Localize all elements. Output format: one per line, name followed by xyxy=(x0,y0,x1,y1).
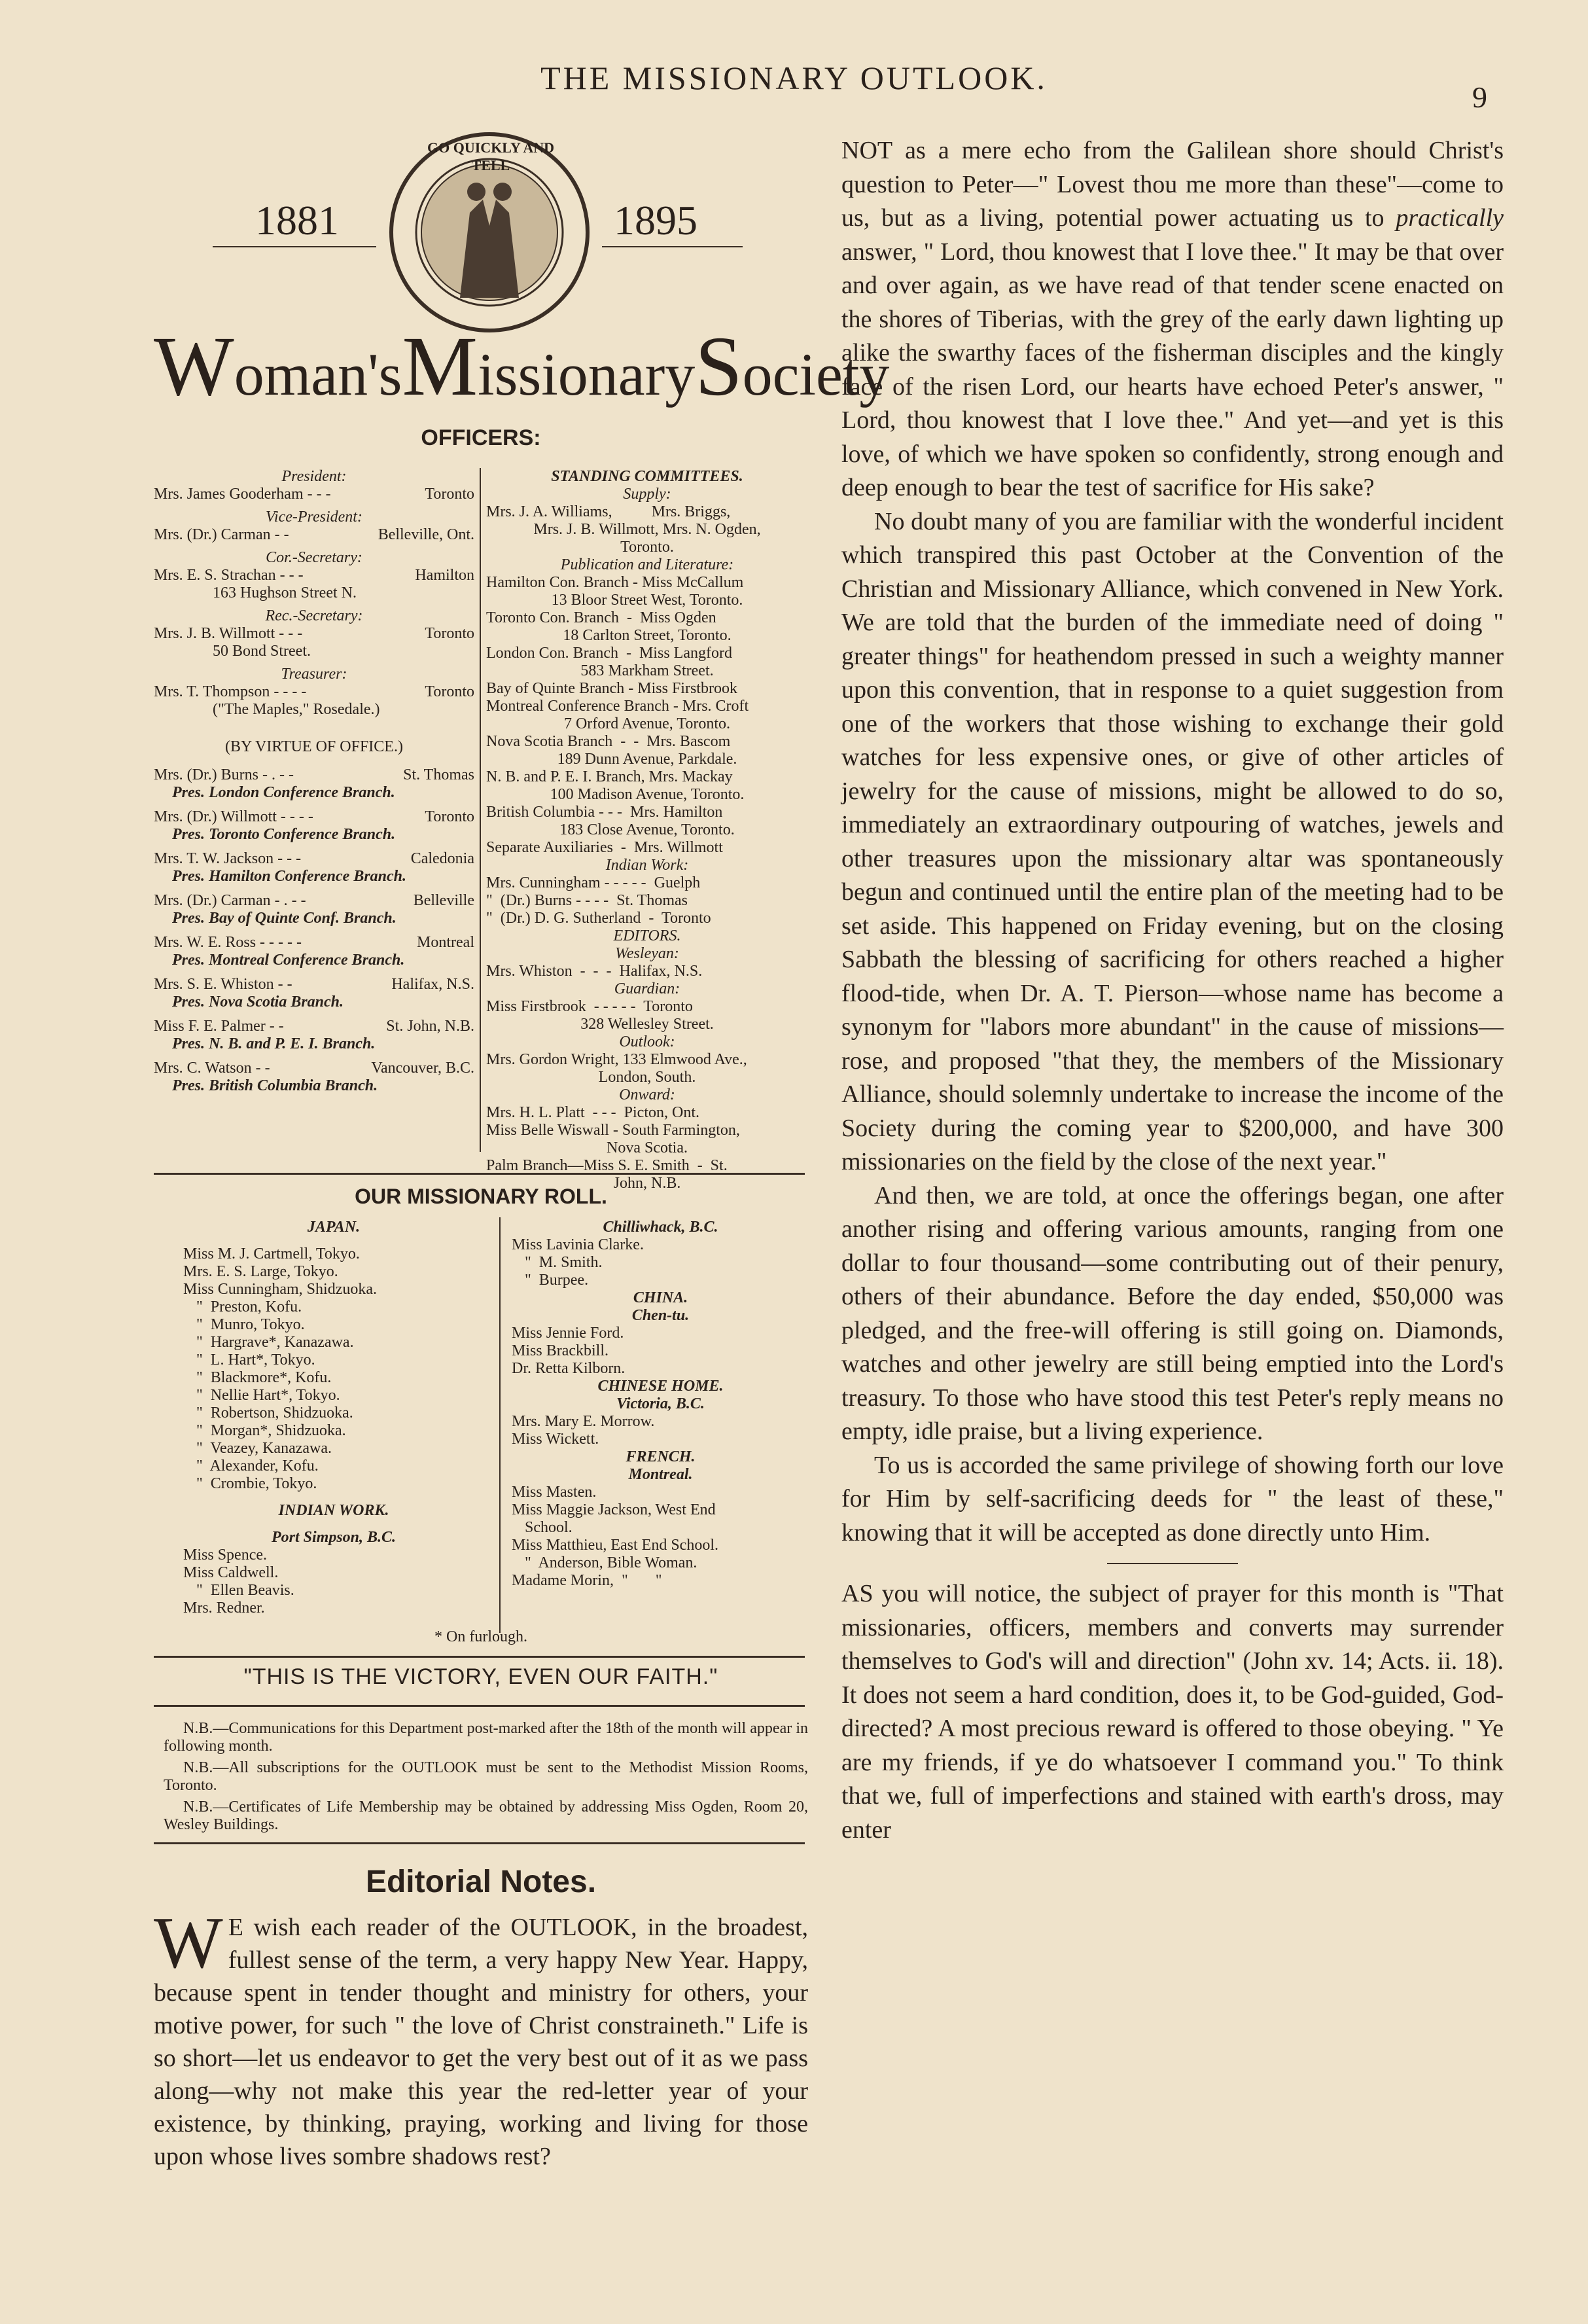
committee-line: Toronto Con. Branch - Miss Ogden xyxy=(486,609,716,626)
committee-line: Outlook: xyxy=(619,1033,675,1050)
roll-line: Chilliwhack, B.C. xyxy=(603,1219,718,1236)
officer-name: Mrs. E. S. Strachan - - - xyxy=(154,567,304,584)
committee-line: 328 Wellesley Street. xyxy=(580,1016,714,1033)
note-line: N.B.—All subscriptions for the OUTLOOK must be sent to the Methodist Mission Rooms, Toronto. xyxy=(164,1759,808,1794)
officers-heading: OFFICERS: xyxy=(421,425,541,450)
committee-line: Indian Work: xyxy=(605,857,689,874)
committee-line: British Columbia - - - Mrs. Hamilton xyxy=(486,804,723,821)
committee-line: Miss Belle Wiswall - South Farmington, xyxy=(486,1122,740,1139)
branch-name: Pres. Bay of Quinte Conf. Branch. xyxy=(172,910,397,927)
roll-line: " Blackmore*, Kofu. xyxy=(196,1369,332,1386)
paragraph-rule xyxy=(1107,1563,1238,1564)
branch-row xyxy=(154,808,474,826)
committee-line: Guardian: xyxy=(614,980,680,997)
branch-row xyxy=(154,766,474,784)
committee-line: 583 Markham Street. xyxy=(580,662,714,679)
branch-name: Pres. N. B. and P. E. I. Branch. xyxy=(172,1035,376,1052)
committee-line: 189 Dunn Avenue, Parkdale. xyxy=(557,751,737,768)
committee-line: 183 Close Avenue, Toronto. xyxy=(559,821,735,838)
running-header: THE MISSIONARY OUTLOOK. xyxy=(540,60,1048,96)
officer-place: Hamilton xyxy=(415,567,474,584)
branch-place: Belleville xyxy=(413,892,474,909)
roll-line: CHINESE HOME. xyxy=(597,1378,724,1395)
committee-line: " (Dr.) D. G. Sutherland - Toronto xyxy=(486,910,711,927)
roll-line: " Alexander, Kofu. xyxy=(196,1457,319,1475)
officer-name: Mrs. (Dr.) Carman - - xyxy=(154,526,289,543)
roll-line: " Anderson, Bible Woman. xyxy=(525,1554,697,1571)
editorial-rule xyxy=(154,1842,805,1844)
branch-row xyxy=(154,1018,474,1035)
society-title: Woman'sMissionarySociety xyxy=(154,319,890,414)
committee-line: EDITORS. xyxy=(613,927,681,944)
committee-line: Mrs. H. L. Platt - - - Picton, Ont. xyxy=(486,1104,699,1121)
roll-line: Miss Caldwell. xyxy=(183,1564,279,1581)
committee-line: London Con. Branch - Miss Langford xyxy=(486,645,732,662)
committee-line: Hamilton Con. Branch - Miss McCallum xyxy=(486,574,744,591)
officer-row xyxy=(154,526,474,544)
roll-line xyxy=(183,1493,484,1502)
roll-line: " Robertson, Shidzuoka. xyxy=(196,1404,353,1421)
roll-line: Miss Masten. xyxy=(512,1484,597,1501)
branch-president: Mrs. T. W. Jackson - - - xyxy=(154,850,302,867)
committee-line: Montreal Conference Branch - Mrs. Croft xyxy=(486,698,749,715)
by-virtue-note: (BY VIRTUE OF OFFICE.) xyxy=(225,738,403,755)
branch-row xyxy=(154,934,474,952)
branch-place: Halifax, N.S. xyxy=(391,976,474,993)
roll-line: Chen-tu. xyxy=(631,1307,690,1324)
branch-place: Caledonia xyxy=(410,850,474,867)
branch-row xyxy=(154,976,474,993)
officer-role: Treasurer: xyxy=(281,666,347,683)
roll-right-column xyxy=(512,1219,809,1590)
para-4: To us is accorded the same privilege of showing forth our love for Him by self-sacrificing deeds for " the least of these," knowing that it will be accepted as done directly unto Him. xyxy=(841,1451,1504,1546)
officer-role: President: xyxy=(281,468,347,485)
branch-president: Miss F. E. Palmer - - xyxy=(154,1018,284,1035)
branch-row xyxy=(154,1060,474,1077)
branch-row xyxy=(154,892,474,910)
officer-name: Mrs. T. Thompson - - - - xyxy=(154,683,307,700)
officer-name: Mrs. J. B. Willmott - - - xyxy=(154,625,303,642)
roll-line: INDIAN WORK. xyxy=(278,1502,389,1519)
committee-line: 100 Madison Avenue, Toronto. xyxy=(550,786,745,803)
branch-president: Mrs. C. Watson - - xyxy=(154,1060,270,1077)
para-5: AS you will notice, the subject of prayer for this month is "That missionaries, officers, members and converts may surrender themselves to God's will and direction" (John xv. 14; Acts. ii. 18). It does not seem a hard condition, does it, to be God-guided, God-directed? A most precious reward is offered to those obeying. " Ye are my friends, if ye do whatsoever I command you." To think that we, full of imperfections and stained with earth's dross, may enter xyxy=(841,1580,1504,1844)
officer-address: 50 Bond Street. xyxy=(213,643,311,660)
committee-line: Bay of Quinte Branch - Miss Firstbrook xyxy=(486,680,737,697)
right-column xyxy=(841,134,1504,1847)
furlough-footnote: * On furlough. xyxy=(434,1628,527,1645)
officer-place: Toronto xyxy=(425,625,474,642)
roll-line: " Nellie Hart*, Tokyo. xyxy=(196,1387,340,1404)
branch-president: Mrs. W. E. Ross - - - - - xyxy=(154,934,302,951)
roll-line: Miss Lavinia Clarke. xyxy=(512,1236,644,1253)
committee-line: Separate Auxiliaries - Mrs. Willmott xyxy=(486,839,723,856)
para-3: And then, we are told, at once the offerings began, one after another rising and offering various amounts, ranging from one dollar to four thousand—some contributing out of their penury, others of their abundance. Before the day ended, $50,000 was pledged, and the free-will offering is still going on. Diamonds, watches and other jewelry are still being emptied into the Lord's treasury. To those who have stood this test Peter's reply means no empty, idle praise, but a living experience. xyxy=(841,1181,1504,1445)
branch-president: Mrs. (Dr.) Willmott - - - - xyxy=(154,808,313,825)
committee-line: 7 Orford Avenue, Toronto. xyxy=(563,715,731,732)
roll-line: Mrs. Mary E. Morrow. xyxy=(512,1413,655,1430)
officer-row xyxy=(154,567,474,584)
para-2: No doubt many of you are familiar with the wonderful incident which transpired this past October at the Convention of the Christian and Missionary Alliance, which convened in New York. We are told that the burden of the immediate need of doing " greater things" for heathendom pressed in such a weighty manner upon this convention, that in response to a quiet suggestion from one of the workers that those wishing to exchange their gold watches for less expensive ones, or give of other articles of jewelry for the cause of missions, might be allowed to do so, immediately an extraordinary outpouring of watches, jewels and other treasures upon the missionary altar was spontaneously begun and continued until the entire plan of the meeting had to be set aside. This happened on Friday evening, but on the closing Sabbath the blessing of sacrificing for others reached a higher flood-tide, when Dr. A. T. Pierson—whose name has become a synonym for "labors more abundant" in the cause of missions—rose, and proposed "that they, the members of the Missionary Alliance, should solemnly undertake to increase the income of the Society during the coming year to $200,000, and have 300 missionaries on the field by the close of the next year." xyxy=(841,507,1504,1175)
committee-line: Onward: xyxy=(619,1086,675,1103)
note-line: N.B.—Communications for this Department post-marked after the 18th of the month will appear in following month. xyxy=(164,1720,808,1755)
standing-committees xyxy=(486,468,808,1192)
section-rule xyxy=(154,1173,805,1175)
committee-line: 18 Carlton Street, Toronto. xyxy=(563,627,732,644)
officer-place: Toronto xyxy=(425,683,474,700)
roll-line: " Burpee. xyxy=(525,1272,589,1289)
officers-divider xyxy=(480,468,481,1152)
roll-heading: OUR MISSIONARY ROLL. xyxy=(355,1185,607,1208)
committee-line: Mrs. J. B. Willmott, Mrs. N. Ogden, xyxy=(533,521,761,538)
roll-line: JAPAN. xyxy=(307,1219,361,1236)
committee-line: N. B. and P. E. I. Branch, Mrs. Mackay xyxy=(486,768,733,785)
committee-line: London, South. xyxy=(598,1069,696,1086)
committee-line: Nova Scotia. xyxy=(607,1139,688,1156)
officer-name: Mrs. James Gooderham - - - xyxy=(154,486,331,503)
roll-line: Mrs. Redner. xyxy=(183,1600,265,1617)
notes-block xyxy=(164,1720,808,1838)
roll-line: " M. Smith. xyxy=(525,1254,603,1271)
branch-place: St. John, N.B. xyxy=(386,1018,474,1035)
branch-name: Pres. Hamilton Conference Branch. xyxy=(172,868,407,885)
officer-role: Rec.-Secretary: xyxy=(265,607,363,624)
branch-place: Montreal xyxy=(417,934,474,951)
roll-line xyxy=(183,1236,484,1245)
year-rule-left xyxy=(213,246,376,247)
committee-line: Mrs. Cunningham - - - - - Guelph xyxy=(486,874,701,891)
roll-line: Miss Spence. xyxy=(183,1546,267,1564)
roll-line: " Preston, Kofu. xyxy=(196,1298,302,1315)
officer-place: Belleville, Ont. xyxy=(378,526,474,543)
roll-line: Victoria, B.C. xyxy=(616,1395,705,1412)
officer-role: Cor.-Secretary: xyxy=(266,549,362,566)
editorial-text: W E wish each reader of the OUTLOOK, in the broadest, fullest sense of the term, a very happy New Year. Happy, because spent in tender thought and ministry for others, your motive power, for such " the love of Christ constraineth." Life is so short—let us endeavor to get the very best out of it as we pass along—why not make this year the red-letter year of your existence, by thinking, praying, working and living for those upon whose lives sombre shadows rest? xyxy=(154,1903,808,2170)
committee-line: Supply: xyxy=(623,486,671,503)
branch-place: Toronto xyxy=(425,808,474,825)
branch-name: Pres. London Conference Branch. xyxy=(172,784,395,801)
roll-line: Port Simpson, B.C. xyxy=(271,1529,397,1546)
branch-place: Vancouver, B.C. xyxy=(371,1060,474,1077)
roll-line: FRENCH. xyxy=(626,1448,696,1465)
committee-line: Mrs. Gordon Wright, 133 Elmwood Ave., xyxy=(486,1051,747,1068)
committee-line: 13 Bloor Street West, Toronto. xyxy=(551,592,743,609)
note-line: N.B.—Certificates of Life Membership may be obtained by addressing Miss Ogden, Room 20, Wesley Buildings. xyxy=(164,1798,808,1833)
roll-line: Miss Maggie Jackson, West End xyxy=(512,1501,716,1518)
committee-line: Publication and Literature: xyxy=(560,556,734,573)
officer-place: Toronto xyxy=(425,486,474,503)
dropcap: W xyxy=(154,1903,223,1984)
branch-name: Pres. British Columbia Branch. xyxy=(172,1077,378,1094)
roll-line: " Crombie, Tokyo. xyxy=(196,1475,317,1492)
roll-line: " Hargrave*, Kanazawa. xyxy=(196,1334,354,1351)
editorial-heading: Editorial Notes. xyxy=(365,1865,597,1899)
roll-line: CHINA. xyxy=(633,1289,688,1306)
para-1: NOT as a mere echo from the Galilean shore should Christ's question to Peter—" Lovest thou me more than these"—come to us, but as a living, potential power actuating us to practically answer, " Lord, thou knowest that I love thee." It may be that over and over again, as we have read of that tender scene enacted on the shores of Tiberias, with the grey of the early dawn lighting up alike the swarthy faces of the fisherman disciples and the kingly face of the risen Lord, our hearts have echoed Peter's answer, " Lord, thou knowest that I love thee." And yet—and yet is this love, of which we have spoken so confidently, strong enough and deep enough to bear the test of sacrifice for His sake? xyxy=(841,137,1504,501)
roll-line: Mrs. E. S. Large, Tokyo. xyxy=(183,1263,338,1280)
page-number: 9 xyxy=(1472,80,1487,114)
committee-line: Toronto. xyxy=(620,539,674,556)
roll-line: School. xyxy=(525,1519,573,1536)
roll-line: " Munro, Tokyo. xyxy=(196,1316,305,1333)
roll-line: Miss Wickett. xyxy=(512,1431,599,1448)
year-rule-right xyxy=(602,246,743,247)
roll-line: " Morgan*, Shidzuoka. xyxy=(196,1422,346,1439)
committee-line: John, N.B. xyxy=(613,1175,681,1192)
roll-line: Miss Matthieu, East End School. xyxy=(512,1537,718,1554)
victory-rule-bottom xyxy=(154,1705,805,1707)
committee-line: Mrs. J. A. Williams, Mrs. Briggs, xyxy=(486,503,731,520)
roll-line: Miss Cunningham, Shidzuoka. xyxy=(183,1281,378,1298)
roll-line: Miss Jennie Ford. xyxy=(512,1325,624,1342)
branch-name: Pres. Nova Scotia Branch. xyxy=(172,993,344,1010)
committee-line: Mrs. Whiston - - - Halifax, N.S. xyxy=(486,963,703,980)
roll-line: Madame Morin, " " xyxy=(512,1572,662,1589)
roll-line: Miss M. J. Cartmell, Tokyo. xyxy=(183,1245,360,1262)
branch-president: Mrs. (Dr.) Carman - . - - xyxy=(154,892,306,909)
year-right: 1895 xyxy=(614,197,697,243)
committee-line: " (Dr.) Burns - - - - St. Thomas xyxy=(486,892,688,909)
roll-line xyxy=(183,1520,484,1529)
roll-line: " Ellen Beavis. xyxy=(196,1582,294,1599)
branch-place: St. Thomas xyxy=(403,766,474,783)
victory-rule-top xyxy=(154,1656,805,1658)
roll-line: Miss Brackbill. xyxy=(512,1342,609,1359)
roll-line: " Veazey, Kanazawa. xyxy=(196,1440,332,1457)
roll-divider xyxy=(499,1217,501,1633)
seal-motto: GO QUICKLY AND TELL xyxy=(427,139,554,173)
officer-role: Vice-President: xyxy=(266,509,362,526)
victory-motto: "THIS IS THE VICTORY, EVEN OUR FAITH." xyxy=(243,1664,718,1689)
officer-row xyxy=(154,683,474,701)
branch-row xyxy=(154,850,474,868)
officers-left-column xyxy=(154,468,474,1095)
branch-name: Pres. Montreal Conference Branch. xyxy=(172,952,405,969)
committee-line: Wesleyan: xyxy=(615,945,679,962)
roll-left-column xyxy=(183,1219,484,1617)
standing-heading: STANDING COMMITTEES. xyxy=(551,468,743,485)
committee-line: Palm Branch—Miss S. E. Smith - St. xyxy=(486,1157,728,1174)
branch-name: Pres. Toronto Conference Branch. xyxy=(172,826,396,843)
committee-line: Miss Firstbrook - - - - - Toronto xyxy=(486,998,693,1015)
branch-president: Mrs. S. E. Whiston - - xyxy=(154,976,292,993)
roll-line: " L. Hart*, Tokyo. xyxy=(196,1351,315,1368)
roll-line: Montreal. xyxy=(628,1466,693,1483)
roll-line: Dr. Retta Kilborn. xyxy=(512,1360,626,1377)
officer-address: 163 Hughson Street N. xyxy=(213,584,357,601)
officer-row xyxy=(154,625,474,643)
committee-line: Nova Scotia Branch - - Mrs. Bascom xyxy=(486,733,731,750)
officer-row xyxy=(154,486,474,503)
branch-president: Mrs. (Dr.) Burns - . - - xyxy=(154,766,294,783)
officer-address: ("The Maples," Rosedale.) xyxy=(213,701,380,718)
year-left: 1881 xyxy=(255,197,339,243)
